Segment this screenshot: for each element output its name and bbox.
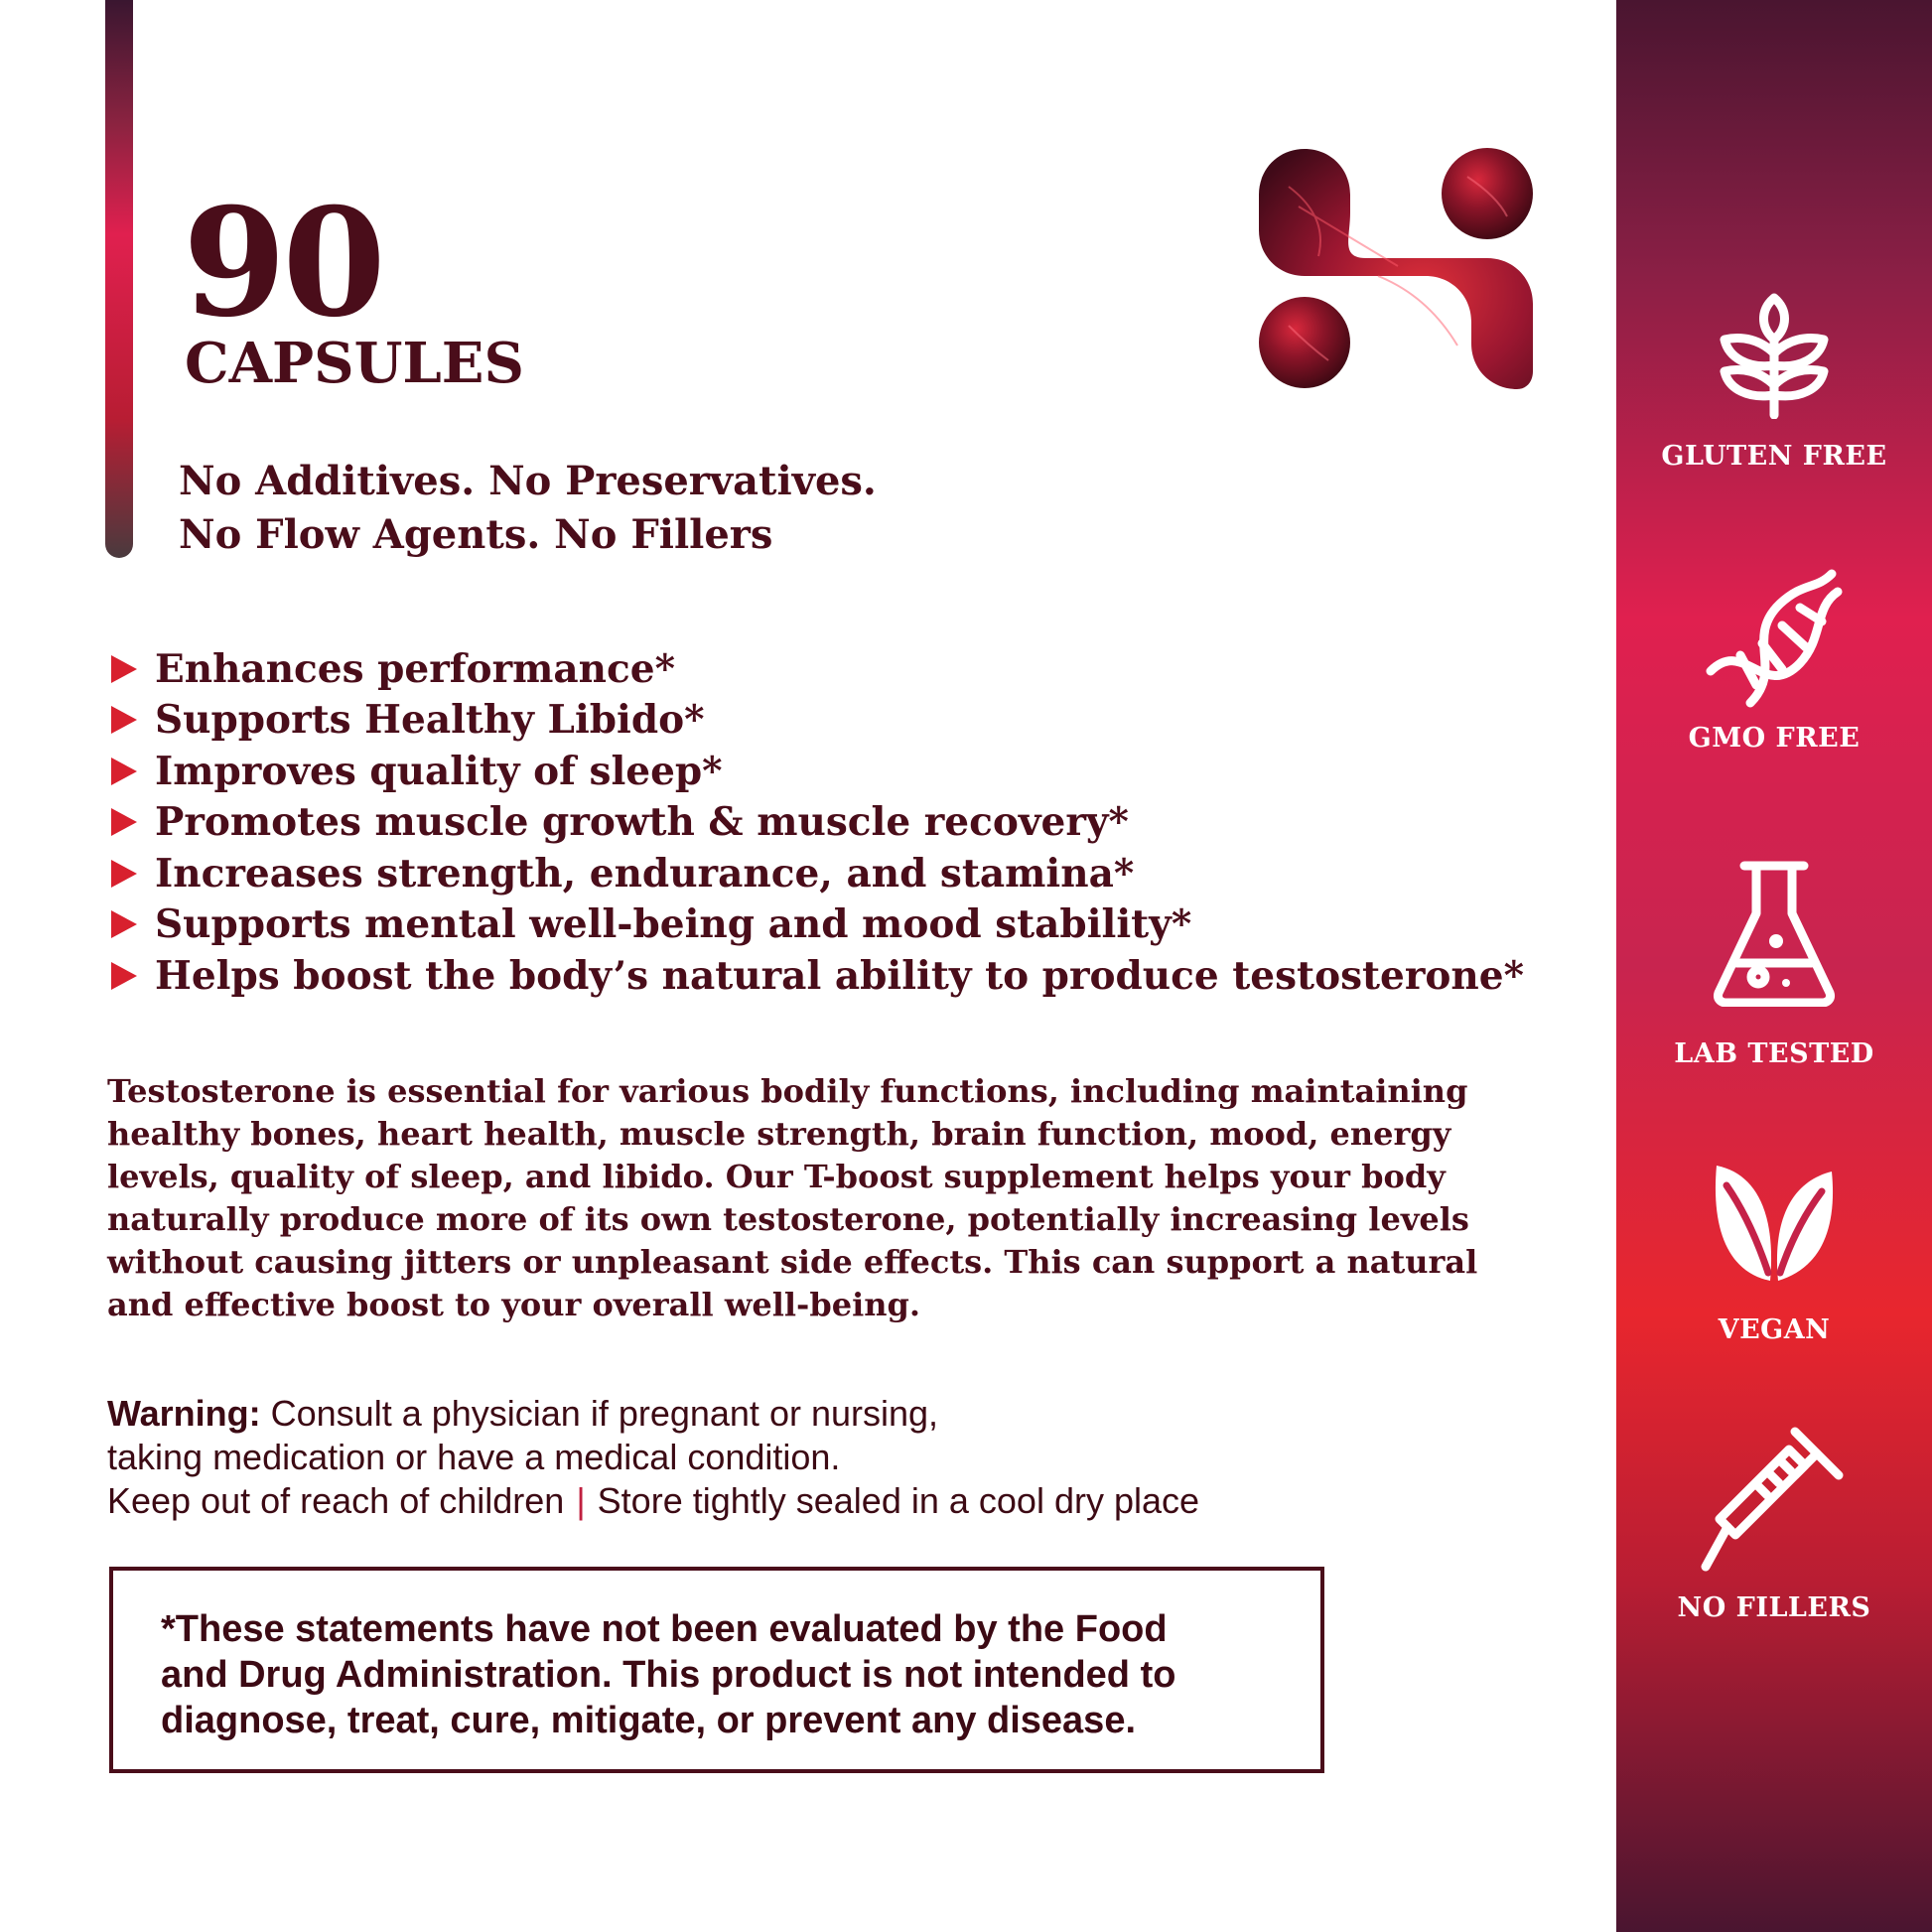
- storage-text: Store tightly sealed in a cool dry place: [597, 1480, 1200, 1521]
- badge-lab-tested: [1616, 860, 1932, 1069]
- benefit-text: Supports Healthy Libido*: [155, 697, 705, 744]
- triangle-bullet-icon: [111, 808, 137, 836]
- benefit-item: [111, 899, 1524, 951]
- triangle-bullet-icon: [111, 655, 137, 683]
- benefit-item: [111, 695, 1524, 747]
- brand-logo: [1259, 147, 1533, 389]
- flask-icon: [1711, 860, 1838, 1007]
- benefit-text: Helps boost the body’s natural ability to produce testosterone*: [155, 952, 1524, 999]
- free-of-statement: [179, 455, 877, 562]
- badge-no-fillers: [1616, 1422, 1932, 1623]
- description-line: Testosterone is essential for various bodily functions, including maintaining: [107, 1072, 1468, 1110]
- accent-bar: [105, 0, 133, 558]
- badge-gluten-free: [1616, 292, 1932, 472]
- attributes-sidebar: [1616, 0, 1932, 1932]
- triangle-bullet-icon: [111, 910, 137, 938]
- benefit-item: [111, 797, 1524, 849]
- warning-text: Consult a physician if pregnant or nursing,: [260, 1393, 939, 1434]
- description-line: healthy bones, heart health, muscle strength, brain function, mood, energy: [107, 1115, 1451, 1153]
- warning-label: Warning:: [107, 1393, 261, 1434]
- capsule-count-label: CAPSULES: [185, 331, 524, 396]
- fda-disclaimer-box: [109, 1567, 1324, 1773]
- triangle-bullet-icon: [111, 860, 137, 888]
- warning-line: [107, 1392, 1199, 1436]
- benefit-item: [111, 950, 1524, 1002]
- badge-label: GMO FREE: [1688, 723, 1861, 754]
- badge-label: GLUTEN FREE: [1661, 441, 1887, 472]
- keep-away-text: Keep out of reach of children: [107, 1480, 565, 1521]
- description-line: and effective boost to your overall well-being.: [107, 1286, 920, 1323]
- separator: |: [576, 1480, 586, 1521]
- benefit-item: [111, 643, 1524, 695]
- dna-icon: [1705, 568, 1844, 709]
- triangle-bullet-icon: [111, 706, 137, 734]
- free-of-line: No Flow Agents. No Fillers: [179, 511, 773, 558]
- warning-line: taking medication or have a medical condition.: [107, 1437, 841, 1477]
- triangle-bullet-icon: [111, 758, 137, 785]
- badge-gmo-free: [1616, 568, 1932, 754]
- description-line: naturally produce more of its own testosterone, potentially increasing levels: [107, 1200, 1469, 1238]
- benefits-list: [111, 643, 1524, 1002]
- badge-label: LAB TESTED: [1674, 1038, 1874, 1069]
- benefit-text: Enhances performance*: [155, 645, 675, 692]
- description-line: without causing jitters or unpleasant side effects. This can support a natural: [107, 1243, 1478, 1281]
- benefit-text: Improves quality of sleep*: [155, 748, 723, 794]
- badge-vegan: [1616, 1164, 1932, 1345]
- benefit-item: [111, 746, 1524, 797]
- capsule-count: 90: [183, 176, 382, 350]
- description-line: levels, quality of sleep, and libido. Our T-boost supplement helps your body: [107, 1158, 1446, 1195]
- free-of-line: No Additives. No Preservatives.: [179, 458, 877, 504]
- badge-label: NO FILLERS: [1677, 1592, 1871, 1623]
- disclaimer-line: diagnose, treat, cure, mitigate, or prevent any disease.: [161, 1700, 1137, 1741]
- triangle-bullet-icon: [111, 962, 137, 990]
- product-description: [107, 1070, 1497, 1326]
- syringe-icon: [1700, 1422, 1849, 1573]
- disclaimer-line: and Drug Administration. This product is not intended to: [161, 1654, 1176, 1696]
- leaves-icon: [1711, 1164, 1838, 1283]
- benefit-text: Supports mental well-being and mood stability*: [155, 901, 1192, 948]
- benefit-text: Promotes muscle growth & muscle recovery*: [155, 799, 1129, 846]
- storage-line: [107, 1479, 1199, 1523]
- benefit-item: [111, 848, 1524, 899]
- fda-disclaimer: [161, 1606, 1175, 1743]
- disclaimer-line: *These statements have not been evaluated by the Food: [161, 1608, 1168, 1650]
- wheat-icon: [1717, 292, 1832, 419]
- benefit-text: Increases strength, endurance, and stamina*: [155, 850, 1135, 897]
- badge-label: VEGAN: [1718, 1314, 1831, 1345]
- warning-section: [107, 1392, 1199, 1523]
